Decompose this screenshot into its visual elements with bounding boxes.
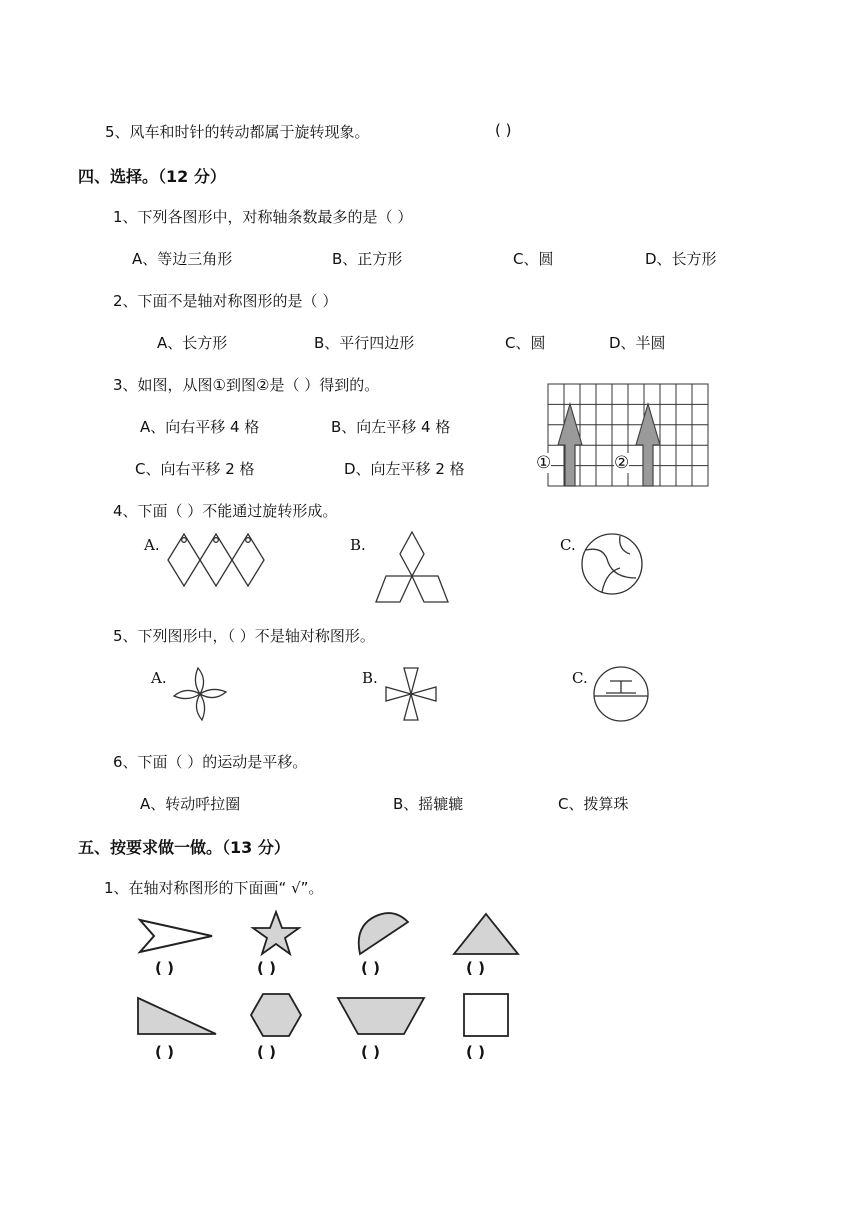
triangle-icon (452, 912, 520, 956)
q2-option-a[interactable]: A、长方形 (157, 334, 228, 352)
answer-blank-5[interactable]: ( ) (155, 1043, 174, 1061)
q5-option-b-label[interactable]: B. (362, 669, 378, 687)
trapezoid-icon (336, 996, 426, 1038)
q1-option-d[interactable]: D、长方形 (645, 250, 717, 268)
q6-option-a[interactable]: A、转动呼拉圈 (140, 795, 241, 813)
q2-option-c[interactable]: C、圆 (505, 334, 546, 352)
q3-option-c[interactable]: C、向右平移 2 格 (135, 460, 255, 478)
q1-stem: 1、下列各图形中，对称轴条数最多的是（ ） (113, 208, 413, 226)
q5-stem: 5、下列图形中，（ ）不是轴对称图形。 (113, 627, 375, 645)
q6-stem: 6、下面（ ）的运动是平移。 (113, 753, 308, 771)
q3-option-a[interactable]: A、向右平移 4 格 (140, 418, 260, 436)
q1-option-a[interactable]: A、等边三角形 (132, 250, 233, 268)
answer-blank-3[interactable]: ( ) (361, 959, 380, 977)
rotated-rhombus-chain-figure (164, 530, 284, 590)
q5-option-c-label[interactable]: C. (572, 669, 588, 687)
circle-symbol-icon (592, 665, 650, 723)
q2-stem: 2、下面不是轴对称图形的是（ ） (113, 292, 338, 310)
three-rhombus-figure (372, 528, 452, 604)
q2-option-d[interactable]: D、半圆 (609, 334, 666, 352)
q4-option-a-label[interactable]: A. (144, 536, 160, 554)
answer-blank-1[interactable]: ( ) (155, 959, 174, 977)
q4-option-b-label[interactable]: B. (350, 536, 366, 554)
answer-blank-7[interactable]: ( ) (361, 1043, 380, 1061)
q4-stem: 4、下面（ ）不能通过旋转形成。 (113, 502, 338, 520)
section4-heading: 四、选择。（12 分） (78, 167, 226, 186)
q2-option-b[interactable]: B、平行四边形 (314, 334, 415, 352)
s5-q1-stem: 1、在轴对称图形的下面画“ √”。 (104, 879, 324, 897)
arrow-shape-2 (636, 404, 660, 486)
circle-curves-figure (580, 532, 644, 596)
q3-stem: 3、如图，从图①到图②是（ ）得到的。 (113, 376, 380, 394)
square-icon (462, 992, 510, 1038)
section5-heading: 五、按要求做一做。（13 分） (78, 838, 290, 857)
answer-blank-4[interactable]: ( ) (466, 959, 485, 977)
fan-sector-icon (352, 908, 412, 958)
hexagon-icon (249, 992, 303, 1038)
right-triangle-icon (136, 996, 218, 1038)
q6-option-c[interactable]: C、拨算珠 (558, 795, 629, 813)
judge-q5-text: 5、风车和时针的转动都属于旋转现象。 (105, 123, 370, 141)
q1-option-b[interactable]: B、正方形 (332, 250, 403, 268)
answer-blank-2[interactable]: ( ) (257, 959, 276, 977)
q4-option-c-label[interactable]: C. (560, 536, 576, 554)
figure-label-1: ① (536, 453, 552, 473)
q3-option-b[interactable]: B、向左平移 4 格 (331, 418, 451, 436)
judge-q5-answer-blank[interactable]: ( ) (495, 121, 512, 139)
star-icon (251, 910, 301, 956)
answer-blank-6[interactable]: ( ) (257, 1043, 276, 1061)
q5-option-a-label[interactable]: A. (151, 669, 167, 687)
q3-option-d[interactable]: D、向左平移 2 格 (344, 460, 465, 478)
answer-blank-8[interactable]: ( ) (466, 1043, 485, 1061)
q1-option-c[interactable]: C、圆 (513, 250, 554, 268)
pinwheel-icon (170, 664, 230, 724)
figure-label-2: ② (614, 453, 630, 473)
q6-option-b[interactable]: B、摇辘辘 (393, 795, 464, 813)
arrowhead-icon (138, 916, 214, 956)
bowtie-cross-icon (382, 664, 440, 724)
arrow-shape-1 (558, 404, 582, 486)
